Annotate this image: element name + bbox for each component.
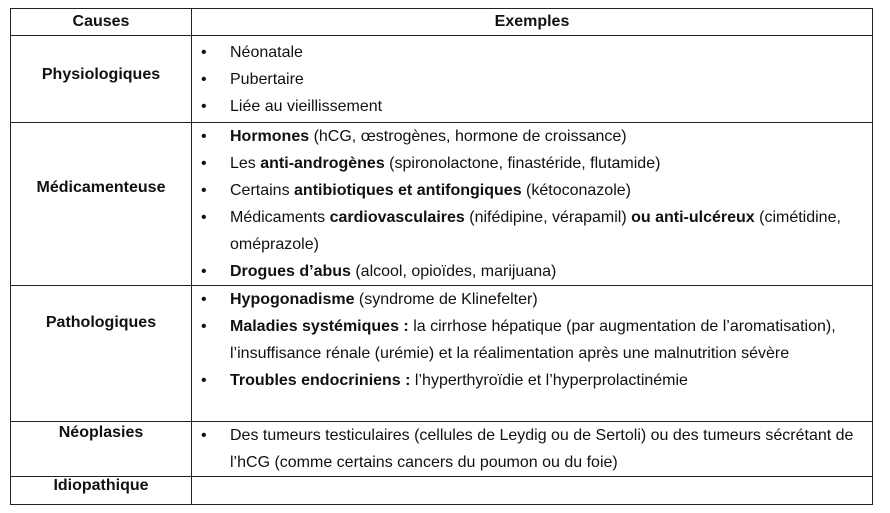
cause-medicamenteuse: Médicamenteuse [36, 179, 166, 196]
cause-cell [11, 422, 192, 477]
list-item: • Maladies systémiques : la cirrhose hépatique (par augmentation de l’aromatisation), l’insuffisance rénale (urémie) et la réalimentation après une malnutrition sévère [192, 313, 872, 367]
list-item: • Des tumeurs testiculaires (cellules de Leydig ou de Sertoli) ou des tumeurs sécrétant de l’hCG (comme certains cancers du poumon ou du foie) [192, 422, 872, 476]
examples-cell [192, 36, 873, 123]
table-row [11, 286, 873, 422]
examples-cell [192, 123, 873, 286]
cause-physiologiques: Physiologiques [41, 66, 161, 83]
header-causes: Causes [11, 9, 192, 36]
list-item: • Hypogonadisme (syndrome de Klinefelter) [192, 286, 872, 313]
examples-cell [192, 286, 873, 422]
table-row [11, 477, 873, 505]
header-exemples: Exemples [192, 9, 873, 36]
header-row [11, 9, 873, 36]
cause-cell [11, 286, 192, 422]
cause-neoplasies: Néoplasies [58, 424, 144, 441]
cause-pathologiques: Pathologiques [45, 314, 157, 331]
list-item: • Médicaments cardiovasculaires (nifédipine, vérapamil) ou anti-ulcéreux (cimétidine, oméprazole) [192, 204, 872, 258]
list-item: • Troubles endocriniens : l’hyperthyroïdie et l’hyperprolactinémie [192, 367, 872, 394]
list-item: • Liée au vieillissement [192, 93, 872, 120]
list-item: • Pubertaire [192, 66, 872, 93]
list-item: • Hormones (hCG, œstrogènes, hormone de croissance) [192, 123, 872, 150]
list-item: • Néonatale [192, 39, 872, 66]
cause-cell [11, 123, 192, 286]
causes-table [10, 8, 873, 505]
table-row [11, 422, 873, 477]
cause-cell [11, 477, 192, 505]
examples-cell-empty [192, 477, 873, 505]
list-item: • Drogues d’abus (alcool, opioïdes, marijuana) [192, 258, 872, 285]
table-row [11, 36, 873, 123]
list-item: • Certains antibiotiques et antifongiques (kétoconazole) [192, 177, 872, 204]
table-row [11, 123, 873, 286]
list-item: • Les anti-androgènes (spironolactone, finastéride, flutamide) [192, 150, 872, 177]
cause-cell [11, 36, 192, 123]
cause-idiopathique: Idiopathique [53, 477, 149, 494]
examples-cell [192, 422, 873, 477]
